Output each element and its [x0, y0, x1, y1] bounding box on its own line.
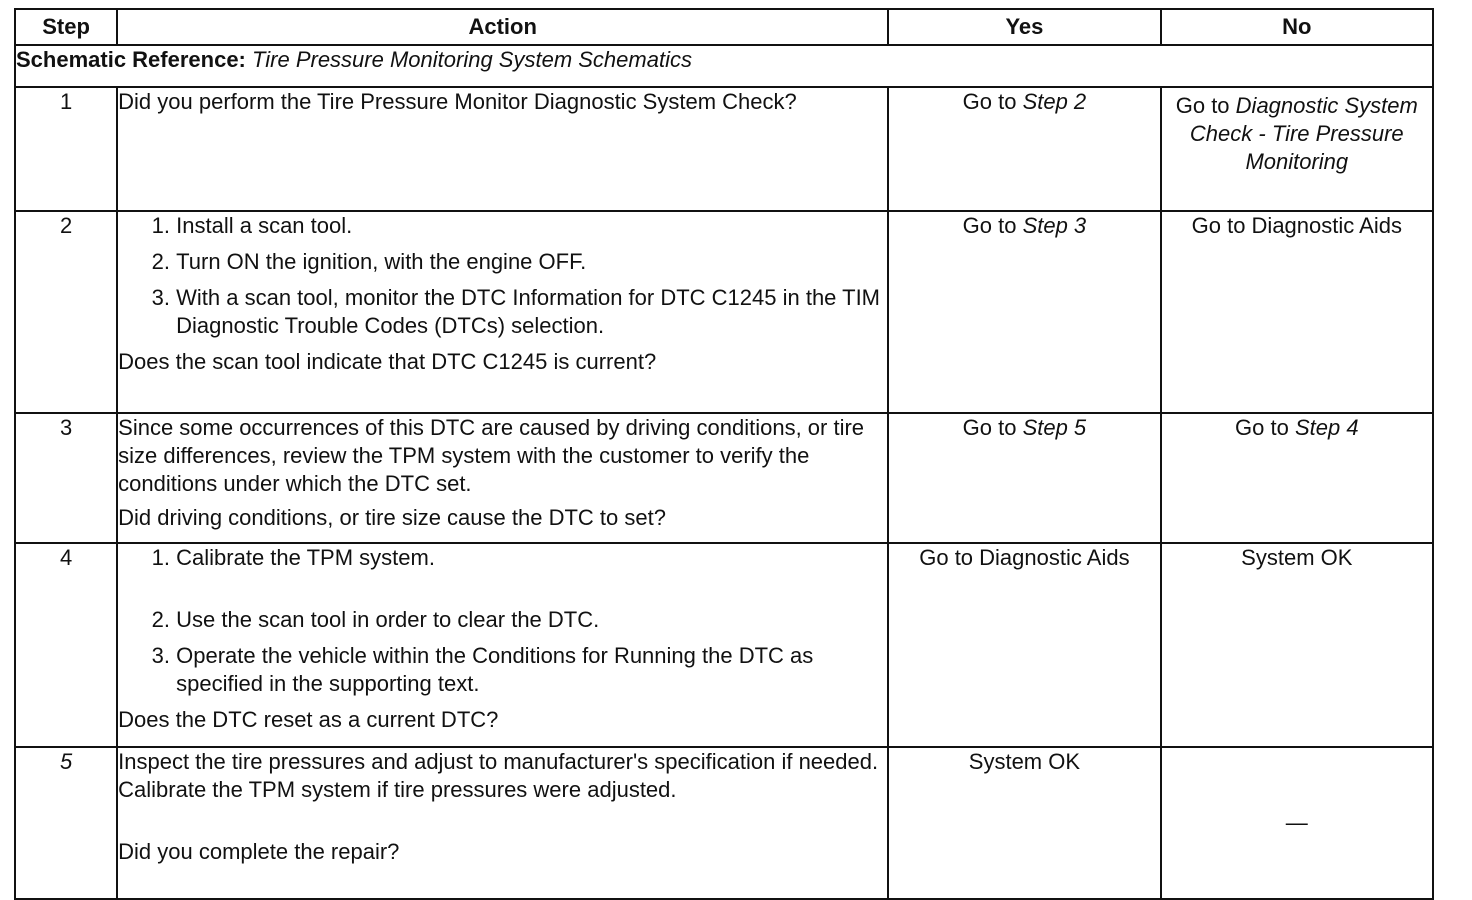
action-cell [117, 413, 888, 543]
table-row [15, 543, 1433, 747]
yes-step-link[interactable]: Step 5 [1022, 415, 1087, 440]
step-number: 1 [15, 87, 117, 211]
no-diagnostic-aids-link[interactable]: Go to Diagnostic Aids [1191, 213, 1402, 238]
action-text: Inspect the tire pressures and adjust to manufacturer's specification if needed. Calibrate the TPM system if tire pressures were adjusted. [118, 749, 879, 802]
yes-cell [888, 413, 1160, 543]
table-row [15, 413, 1433, 543]
header-yes: Yes [888, 9, 1160, 45]
step-number: 4 [15, 543, 117, 747]
yes-prefix: Go to [962, 89, 1017, 114]
yes-cell [888, 87, 1160, 211]
no-cell [1161, 413, 1433, 543]
no-cell [1161, 211, 1433, 413]
action-cell [117, 747, 888, 899]
action-step-item: 2. Turn ON the ignition, with the engine OFF. [176, 248, 887, 276]
action-text: Did you perform the Tire Pressure Monitor Diagnostic System Check? [118, 89, 797, 114]
yes-step-link[interactable]: Step 2 [1022, 89, 1087, 114]
no-prefix: Go to [1175, 93, 1230, 118]
action-steps-list [118, 544, 887, 698]
action-step-item: 3. Operate the vehicle within the Conditions for Running the DTC as specified in the supporting text. [176, 642, 887, 698]
schematic-reference-cell [15, 45, 1433, 87]
no-cell [1161, 543, 1433, 747]
no-cell [1161, 747, 1433, 899]
yes-cell [888, 543, 1160, 747]
yes-cell [888, 747, 1160, 899]
action-step-item: 1. Calibrate the TPM system. [176, 544, 887, 572]
table-row [15, 87, 1433, 211]
table-row [15, 747, 1433, 899]
step-number: 2 [15, 211, 117, 413]
header-no: No [1161, 9, 1433, 45]
yes-step-link[interactable]: Step 3 [1022, 213, 1087, 238]
header-action: Action [117, 9, 888, 45]
action-step-item: 1. Install a scan tool. [176, 212, 887, 240]
schematic-reference-row [15, 45, 1433, 87]
action-cell [117, 211, 888, 413]
step-number: 5 [15, 747, 117, 899]
header-row [15, 9, 1433, 45]
action-question: Did driving conditions, or tire size cause the DTC to set? [118, 505, 666, 530]
yes-prefix: Go to [962, 213, 1017, 238]
no-cell [1161, 87, 1433, 211]
diagnostic-table [14, 8, 1434, 900]
action-cell [117, 87, 888, 211]
schematic-reference-label: Schematic Reference: [16, 47, 246, 72]
action-question: Did you complete the repair? [118, 839, 400, 864]
action-cell [117, 543, 888, 747]
action-step-item: 3. With a scan tool, monitor the DTC Information for DTC C1245 in the TIM Diagnostic Trouble Codes (DTCs) selection. [176, 284, 887, 340]
no-diagnostic-link[interactable]: Diagnostic System Check - Tire Pressure Monitoring [1189, 93, 1418, 174]
action-steps-list [118, 212, 887, 340]
action-question: Does the scan tool indicate that DTC C1245 is current? [118, 349, 657, 374]
action-text: Since some occurrences of this DTC are caused by driving conditions, or tire size differences, review the TPM system with the customer to verify the conditions under which the DTC set. [118, 415, 865, 496]
yes-diagnostic-aids-link[interactable]: Go to Diagnostic Aids [919, 545, 1130, 570]
diagnostic-table-sheet [14, 8, 1434, 900]
no-prefix: Go to [1235, 415, 1289, 440]
yes-cell [888, 211, 1160, 413]
action-question: Does the DTC reset as a current DTC? [118, 707, 499, 732]
yes-result-text: System OK [968, 749, 1081, 774]
header-step: Step [15, 9, 117, 45]
table-row [15, 211, 1433, 413]
yes-prefix: Go to [962, 415, 1017, 440]
no-step-link[interactable]: Step 4 [1294, 415, 1359, 440]
action-step-item: 2. Use the scan tool in order to clear the DTC. [176, 606, 887, 634]
schematic-reference-link[interactable]: Tire Pressure Monitoring System Schematics [252, 47, 692, 72]
step-number: 3 [15, 413, 117, 543]
no-result-dash: — [1285, 810, 1308, 835]
no-result-text: System OK [1241, 545, 1353, 570]
